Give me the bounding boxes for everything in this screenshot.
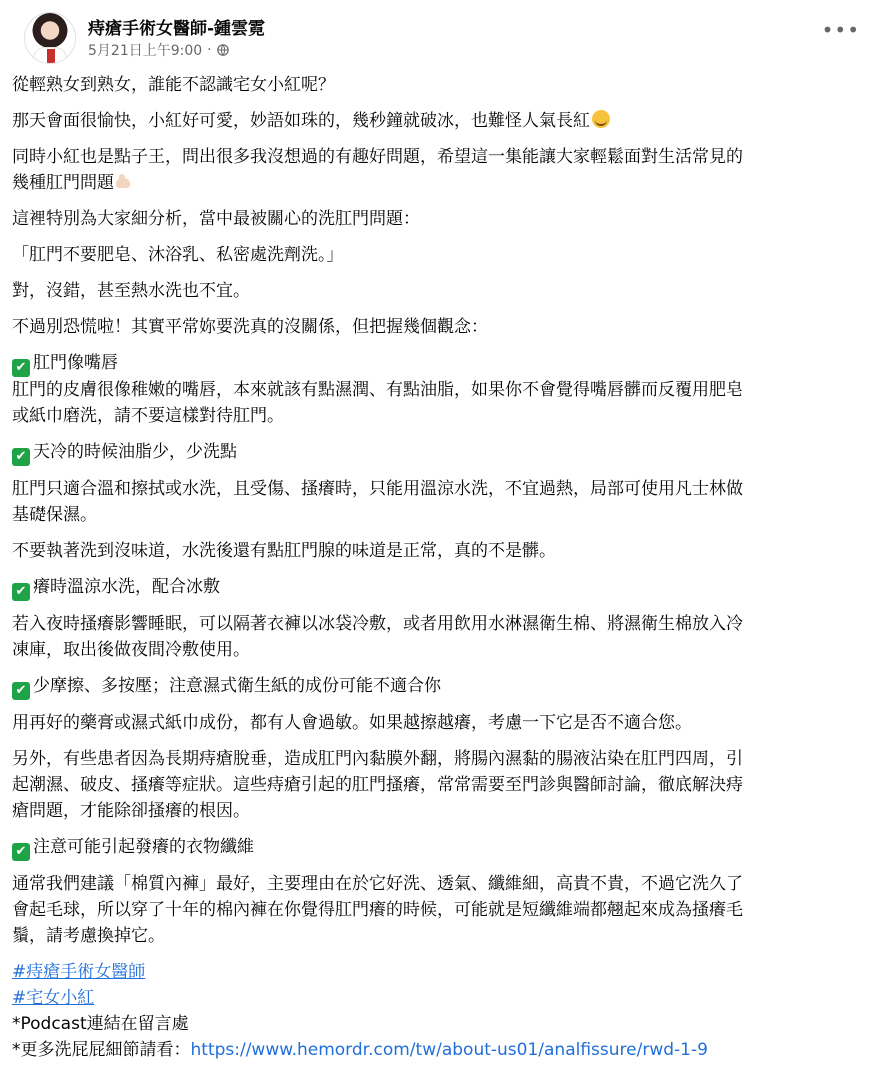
author-avatar[interactable] xyxy=(24,12,76,64)
text-line: 通常我們建議「棉質內褲」最好，主要理由在於它好洗、透氣、纖維細，高貴不貴，不過它洗久了 xyxy=(12,874,743,894)
section-cold-weather-title xyxy=(12,439,876,466)
text-line: 用再好的藥膏或濕式紙巾成份，都有人會過敏。如果越擦越癢，考慮一下它是否不適合您。 xyxy=(12,713,692,733)
paragraph xyxy=(12,746,876,824)
text: 癢時溫涼水洗，配合冰敷 xyxy=(33,577,220,597)
text: 少摩擦、多按壓；注意濕式衛生紙的成份可能不適合你 xyxy=(33,676,441,696)
text-line: 瘡問題，才能除卻搔癢的根因。 xyxy=(12,801,250,821)
external-link[interactable]: https://www.hemordr.com/tw/about-us01/analfissure/rwd-1-9 xyxy=(190,1040,708,1060)
section-title xyxy=(12,673,876,700)
text-line: 另外，有些患者因為長期痔瘡脫垂，造成肛門內黏膜外翻，將腸內濕黏的腸液沾染在肛門四周，引 xyxy=(12,749,743,769)
flexed-biceps-icon xyxy=(114,172,132,190)
text-line: 不要執著洗到沒味道，水洗後還有點肛門腺的味道是正常，真的不是髒。 xyxy=(12,541,556,561)
more-details-line xyxy=(12,1037,876,1063)
section-fiber-title xyxy=(12,834,876,861)
text-line: 「肛門不要肥皂、沐浴乳、私密處洗劑洗。」 xyxy=(12,245,344,265)
paragraph xyxy=(12,144,876,196)
paragraph xyxy=(12,314,876,340)
paragraph xyxy=(12,72,876,98)
paragraph xyxy=(12,611,876,663)
white-check-mark-icon: ✔ xyxy=(12,682,30,700)
text-line: 若入夜時搔癢影響睡眠，可以隔著衣褲以冰袋冷敷，或者用飲用水淋濕衛生棉、將濕衛生棉放入冷 xyxy=(12,614,743,634)
white-check-mark-icon: ✔ xyxy=(12,843,30,861)
text-line: 不過別恐慌啦！其實平常妳要洗真的沒關係，但把握幾個觀念： xyxy=(12,317,488,337)
text-line: 同時小紅也是點子王，問出很多我沒想過的有趣好問題，希望這一集能讓大家輕鬆面對生活常見的 xyxy=(12,147,743,167)
white-check-mark-icon: ✔ xyxy=(12,359,30,377)
text-line: 會起毛球，所以穿了十年的棉內褲在你覺得肛門癢的時候，可能就是短纖維端都翹起來成為搔癢毛 xyxy=(12,900,743,920)
white-check-mark-icon: ✔ xyxy=(12,583,30,601)
text-line: 基礎保濕。 xyxy=(12,505,97,525)
paragraph xyxy=(12,871,876,949)
section-friction-title xyxy=(12,673,876,700)
hashtag-link[interactable]: #宅女小紅 xyxy=(12,988,95,1008)
hashtag-link[interactable]: #痔瘡手術女醫師 xyxy=(12,962,146,982)
author-name[interactable]: 痔瘡手術女醫師-鍾雲霓 xyxy=(88,19,266,39)
text-line: 從輕熟女到熟女，誰能不認識宅女小紅呢？ xyxy=(12,75,335,95)
post-body xyxy=(12,72,876,1063)
paragraph xyxy=(12,206,876,232)
section-cool-water-title xyxy=(12,574,876,601)
avatar-shirt xyxy=(47,49,55,63)
section-lips xyxy=(12,350,876,429)
meta-separator: · xyxy=(207,42,212,58)
text-line: 鬚，請考慮換掉它。 xyxy=(12,926,165,946)
text-line: 凍庫，取出後做夜間冷敷使用。 xyxy=(12,640,250,660)
post-meta xyxy=(88,40,229,60)
text-line xyxy=(12,170,876,196)
paragraph xyxy=(12,538,876,564)
text: 幾種肛門問題 xyxy=(12,173,114,193)
text-line xyxy=(12,108,876,134)
smiling-face-icon xyxy=(592,110,610,128)
more-options-icon[interactable]: ••• xyxy=(821,18,860,42)
text: 肛門像嘴唇 xyxy=(33,353,118,373)
section-title xyxy=(12,350,876,377)
podcast-note: *Podcast連結在留言處 xyxy=(12,1014,189,1034)
text: 注意可能引起發癢的衣物纖維 xyxy=(33,837,254,857)
section-title xyxy=(12,574,876,601)
paragraph xyxy=(12,108,876,134)
globe-icon[interactable] xyxy=(217,44,229,56)
post-header xyxy=(12,0,884,76)
text-line: 對，沒錯，甚至熱水洗也不宜。 xyxy=(12,281,250,301)
section-title xyxy=(12,439,876,466)
more-details-prefix: *更多洗屁屁細節請看： xyxy=(12,1040,191,1060)
section-title xyxy=(12,834,876,861)
text-line: 或紙巾磨洗，請不要這樣對待肛門。 xyxy=(12,406,284,426)
paragraph xyxy=(12,710,876,736)
paragraph xyxy=(12,476,876,528)
text-line: 肛門只適合溫和擦拭或水洗，且受傷、搔癢時，只能用溫涼水洗，不宜過熱，局部可使用凡士林做 xyxy=(12,479,743,499)
white-check-mark-icon: ✔ xyxy=(12,448,30,466)
post-timestamp[interactable]: 5月21日上午9:00 xyxy=(88,43,203,59)
text: 那天會面很愉快，小紅好可愛，妙語如珠的，幾秒鐘就破冰，也難怪人氣長紅 xyxy=(12,111,590,131)
text-line: 肛門的皮膚很像稚嫩的嘴唇，本來就該有點濕潤、有點油脂，如果你不會覺得嘴唇髒而反覆用肥皂 xyxy=(12,380,743,400)
post-footer xyxy=(12,959,876,1063)
text-line: 起潮濕、破皮、搔癢等症狀。這些痔瘡引起的肛門搔癢，常常需要至門診與醫師討論，徹底解決痔 xyxy=(12,775,743,795)
paragraph xyxy=(12,278,876,304)
text-line: 這裡特別為大家細分析，當中最被關心的洗肛門問題： xyxy=(12,209,420,229)
text: 天冷的時候油脂少，少洗點 xyxy=(33,442,237,462)
paragraph xyxy=(12,242,876,268)
